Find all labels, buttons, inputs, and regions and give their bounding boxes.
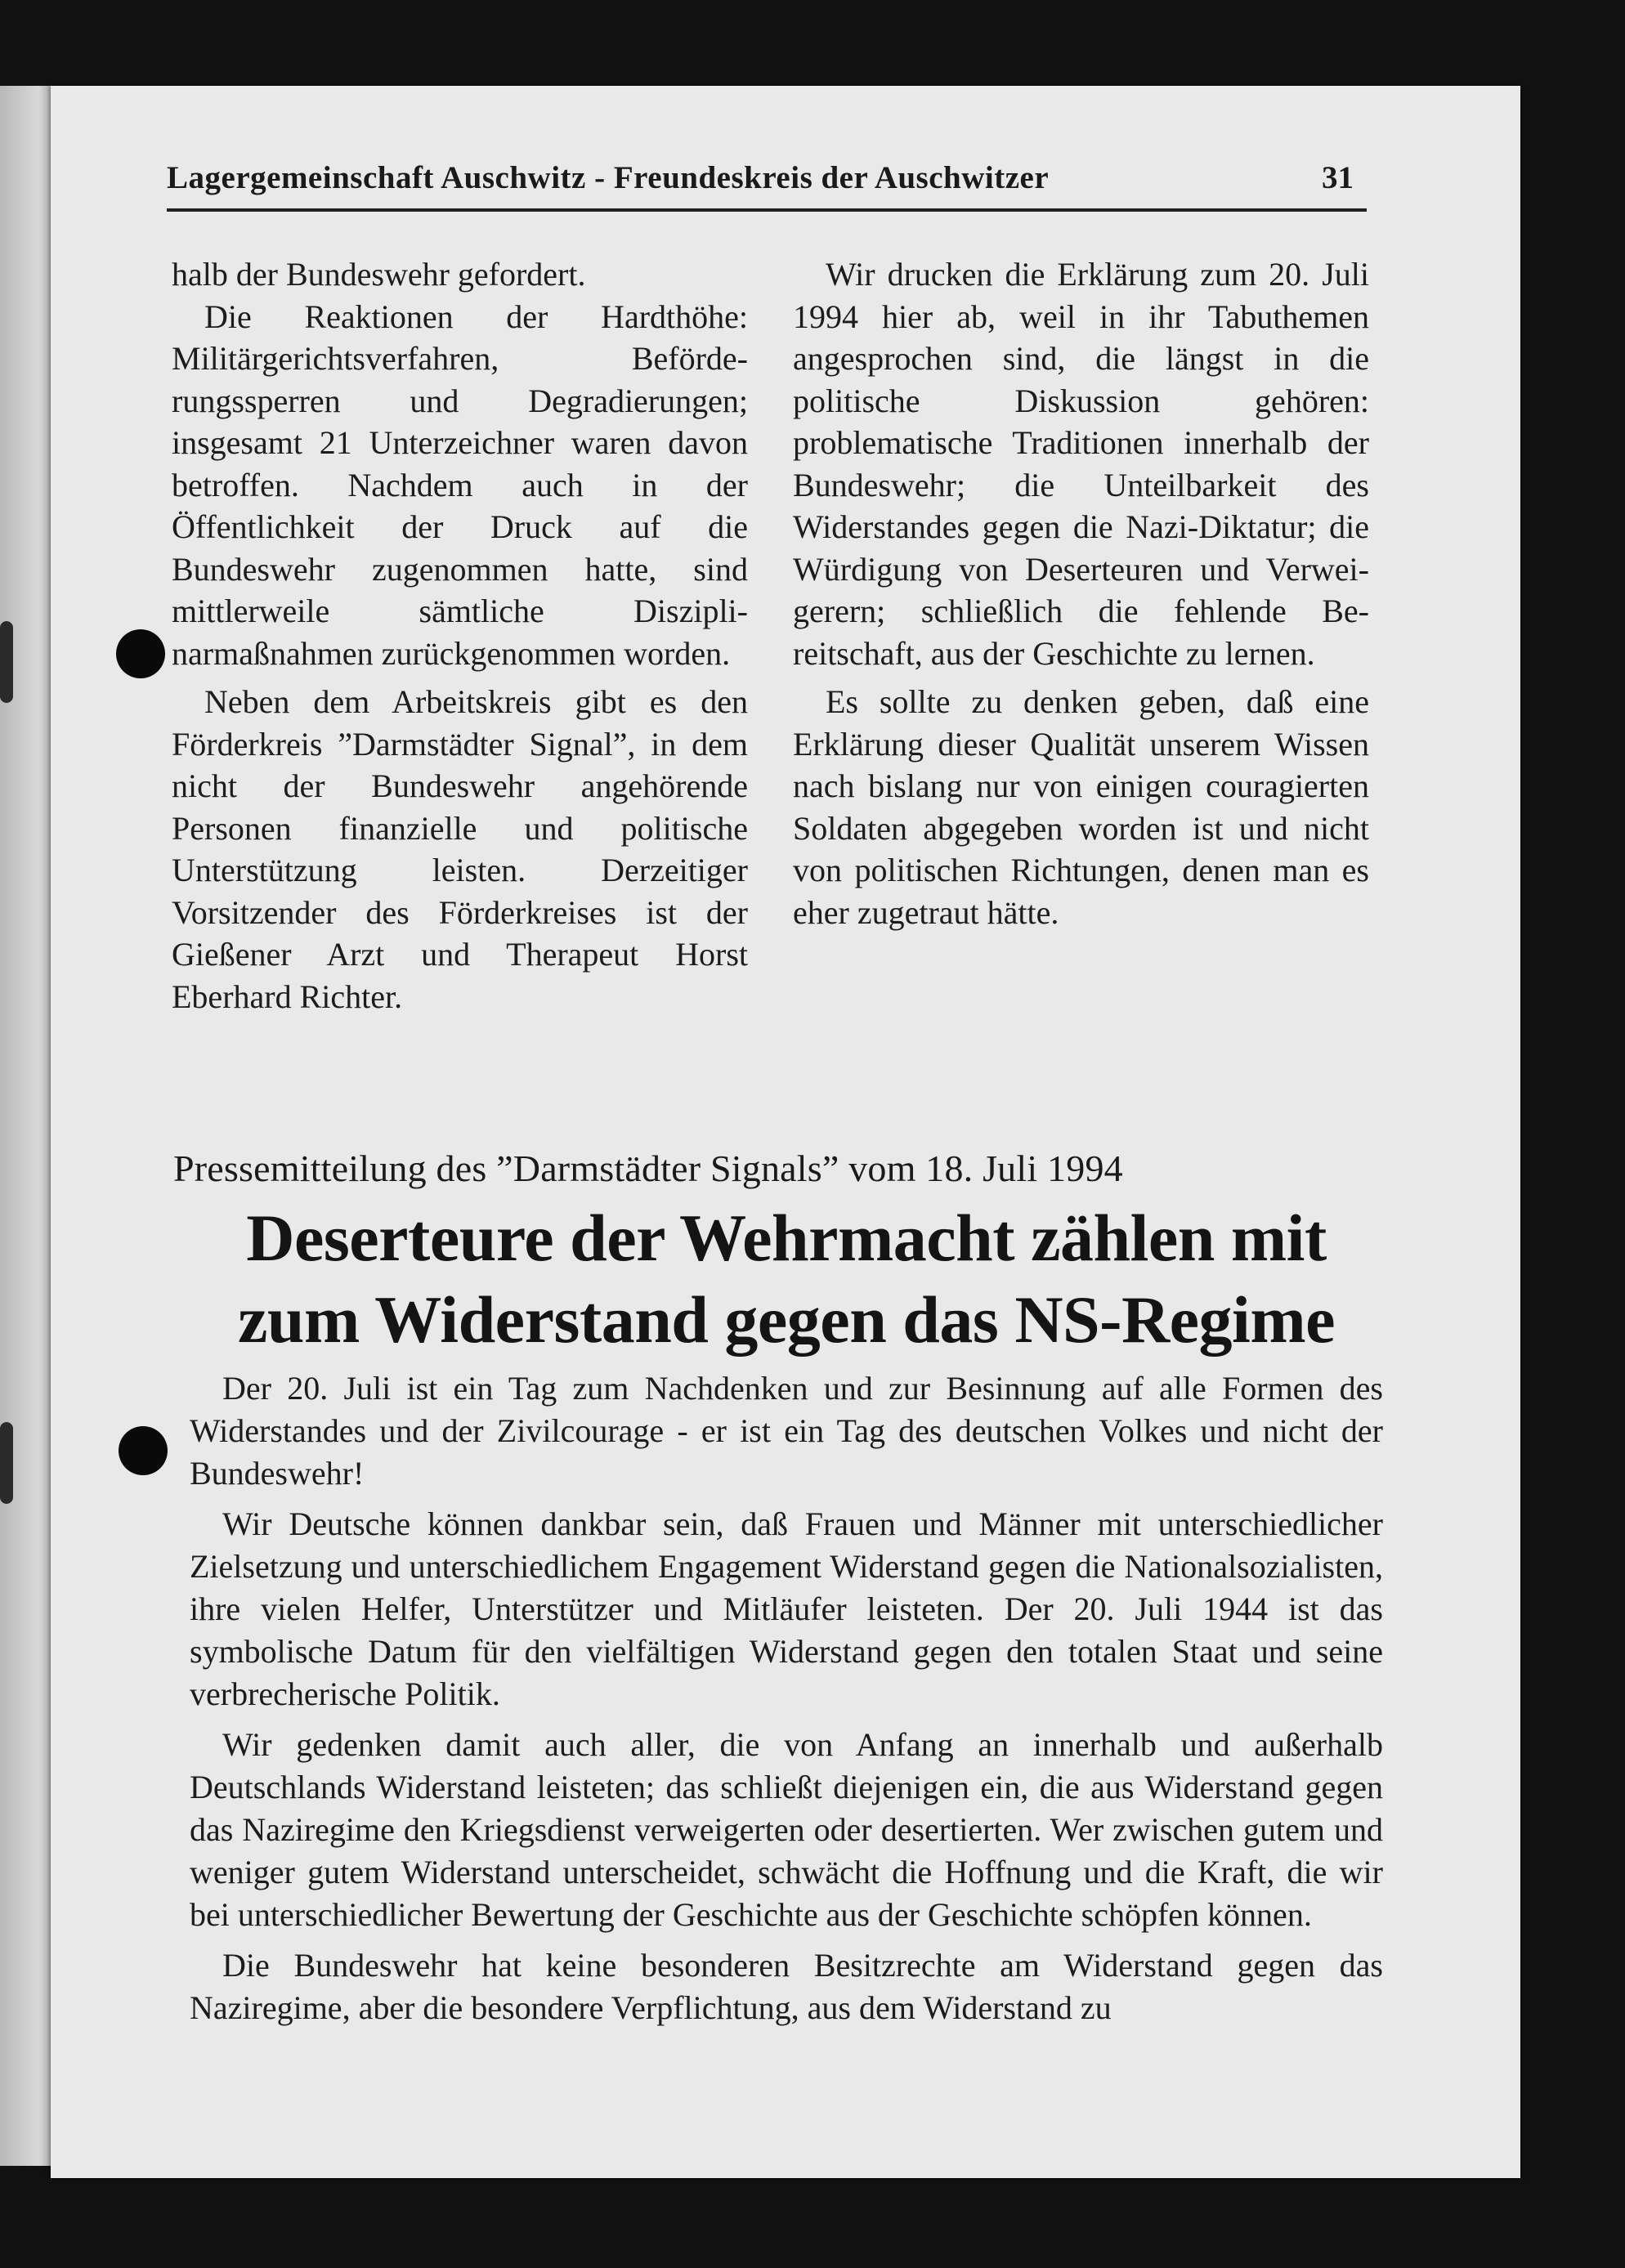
left-column	[172, 253, 748, 1018]
headline-line-1: Deserteure der Wehrmacht zählen mit	[246, 1201, 1327, 1275]
left-paragraph-1: halb der Bundeswehr gefordert.	[172, 256, 586, 293]
punch-hole-lower	[119, 1426, 168, 1475]
article-headline	[165, 1197, 1408, 1361]
body-paragraph-1: Der 20. Juli ist ein Tag zum Nachdenken und zur Besinnung auf alle Formen des Widerstandes und der Zivilcourage - er ist ein Tag des deutschen Volkes und nicht der Bundeswehr!	[190, 1370, 1383, 1492]
right-paragraph-1: Wir drucken die Erklärung zum 20. Juli 1994 hier ab, weil in ihr Tabuthemen angesprochen sind, die längst in die politische Diskussion gehören: problematische Traditionen innerhalb der Bundeswehr; die Unteilbarkeit des Widerstandes gegen die Nazi-Diktatur; die Würdigung von Deserteuren und Verweigerern; schließlich die fehlende Bereitschaft, aus der Geschichte zu lernen.	[793, 256, 1369, 672]
running-title: Lagergemeinschaft Auschwitz - Freundeskreis der Auschwitzer	[167, 160, 1050, 195]
punch-hole-upper	[116, 629, 165, 678]
headline-line-2: zum Widerstand gegen das NS-Regime	[237, 1282, 1336, 1357]
press-release-line: Pressemitteilung des ”Darmstädter Signals” vom 18. Juli 1994	[173, 1147, 1123, 1189]
article-body	[190, 1367, 1383, 2038]
binder-mark-bottom	[0, 1422, 13, 1504]
body-paragraph-2: Wir Deutsche können dankbar sein, daß Frauen und Männer mit unterschiedlicher Zielsetzung und unterschiedlichem Engagement Widerstand gegen die Nationalsozialisten, ihre vielen Helfer, Unterstützer und Mitläufer leisteten. Der 20. Juli 1944 ist das symbolische Datum für den vielfältigen Widerstand gegen den totalen Staat und seine verbrecherische Politik.	[190, 1505, 1383, 1712]
right-column	[793, 253, 1369, 933]
left-paragraph-2: Die Reaktionen der Hardthöhe: Militärgerichtsverfahren, Beförderungssperren und Degradierungen; insgesamt 21 Unterzeichner waren davon betroffen. Nachdem auch in der Öffentlichkeit der Druck auf die Bundeswehr zugenommen hatte, sind mittlerweile sämtliche Disziplinarmaßnahmen zurückgenommen worden.	[172, 297, 748, 672]
left-paragraph-3: Neben dem Arbeitskreis gibt es den Förderkreis ”Darmstädter Signal”, in dem nicht der Bundeswehr angehörende Personen finanzielle und politische Unterstützung leisten. Derzeitiger Vorsitzender des Förderkreises ist der Gießener Arzt und Therapeut Horst Eberhard Richter.	[172, 683, 748, 1015]
binder-mark-top	[0, 621, 13, 703]
document-page	[51, 86, 1520, 2178]
body-paragraph-3: Wir gedenken damit auch aller, die von Anfang an innerhalb und außerhalb Deutschlands Widerstand leisteten; das schließt diejenigen ein, die aus Widerstand gegen das Naziregime den Kriegsdienst verweigerten oder desertierten. Wer zwischen gutem und weniger gutem Widerstand unterscheidet, schwächt die Hoffnung und die Kraft, die wir bei unterschiedlicher Bewertung der Geschichte aus der Geschichte schöpfen können.	[190, 1726, 1383, 1933]
page-number: 31	[1322, 160, 1354, 195]
right-paragraph-2: Es sollte zu denken geben, daß eine Erklärung dieser Qualität unserem Wissen nach bislang nur von einigen couragierten Soldaten abgegeben worden ist und nicht von politischen Richtungen, denen man es eher zugetraut hätte.	[793, 683, 1369, 931]
body-paragraph-4: Die Bundeswehr hat keine besonderen Besitzrechte am Widerstand gegen das Naziregime, aber die besondere Verpflichtung, aus dem Widerstand zu	[190, 1947, 1383, 2026]
running-header	[167, 159, 1367, 212]
